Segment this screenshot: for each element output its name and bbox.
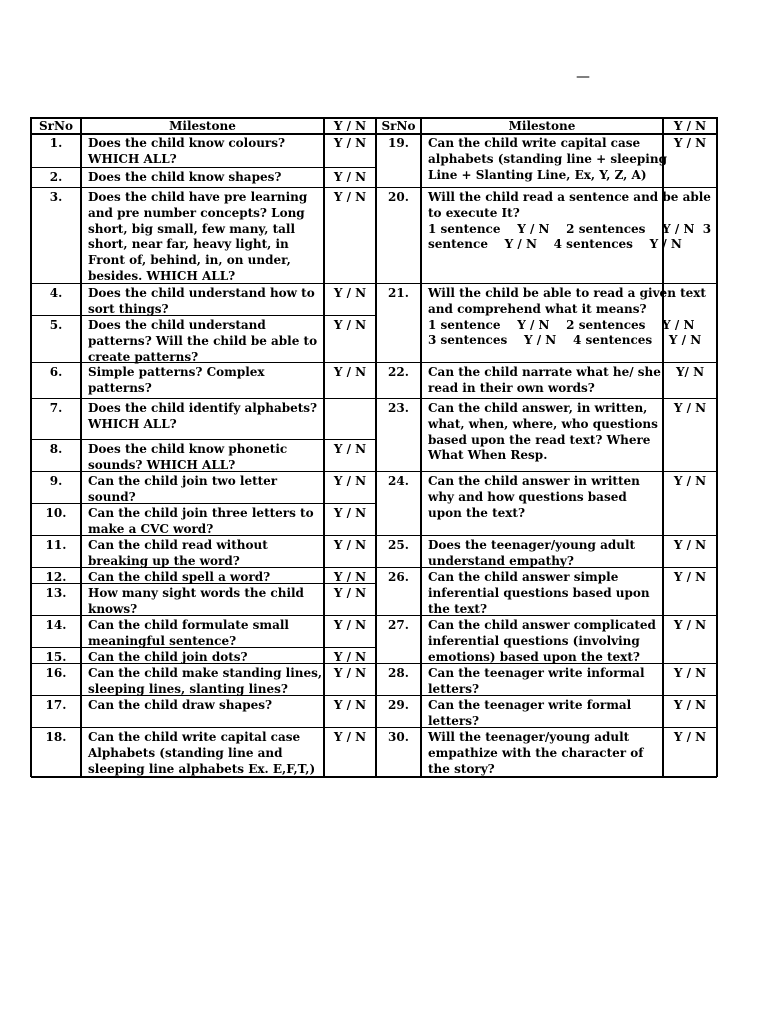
milestone-text: Can the child read without breaking up the word? <box>88 538 268 568</box>
row-number: 6. <box>49 365 63 379</box>
yes-no-option: Y / N <box>673 666 707 680</box>
table-rule <box>376 535 717 536</box>
row-number: 29. <box>388 698 409 712</box>
milestone-text: Can the child spell a word? <box>88 570 271 584</box>
row-number: 27. <box>388 618 409 632</box>
header-milestone-right: Milestone <box>508 119 576 133</box>
milestone-text: Does the child understand how to sort things? <box>88 286 315 316</box>
row-number: 7. <box>49 401 63 415</box>
milestone-text: Can the child join dots? <box>88 650 248 664</box>
table-rule <box>376 398 717 399</box>
row-number: 15. <box>45 650 67 664</box>
row-number: 11. <box>45 538 67 552</box>
milestone-text: Can the child answer simple inferential questions based upon the text? <box>428 570 650 616</box>
milestone-text: Does the child know phonetic sounds? WHICH ALL? <box>88 442 288 472</box>
milestone-text: Can the child answer complicated inferential questions (involving emotions) based upon the text? <box>428 618 656 664</box>
yes-no-option: Y / N <box>333 650 367 664</box>
yes-no-option: Y / N <box>333 365 367 379</box>
yes-no-option: Y / N <box>333 190 367 204</box>
table-rule <box>376 362 717 363</box>
row-number: 5. <box>49 318 63 332</box>
milestone-text: Can the child write capital case Alphabets (standing line and sleeping line alphabets Ex. E,F,T,) <box>88 730 316 776</box>
table-rule <box>31 187 376 188</box>
header-yn-left: Y / N <box>333 119 367 133</box>
yes-no-option: Y / N <box>333 666 367 680</box>
yes-no-option: Y / N <box>673 618 707 632</box>
milestone-text: Can the child answer in written why and how questions based upon the text? <box>428 474 640 520</box>
header-mark: — <box>576 69 590 85</box>
milestone-text: Can the child draw shapes? <box>88 698 273 712</box>
yes-no-option: Y / N <box>673 474 707 488</box>
milestone-text: Does the child understand patterns? Will the child be able to create patterns? <box>88 318 318 364</box>
milestone-text: Can the child answer, in written, what, when, where, who questions based upon the read text? Where What When Resp. <box>428 401 658 463</box>
milestone-text: Does the teenager/young adult understand empathy? <box>428 538 636 568</box>
row-number: 20. <box>388 190 409 204</box>
header-srno-right: SrNo <box>381 119 416 133</box>
row-number: 14. <box>45 618 67 632</box>
yes-no-option: Y / N <box>333 170 367 184</box>
milestone-table <box>31 117 717 777</box>
milestone-text: Does the child have pre learning and pre number concepts? Long short, big small, few many, tall short, near far, heavy light, in Front of, behind, in, on under, besides. WHICH ALL? <box>88 190 308 283</box>
row-number: 18. <box>45 730 67 744</box>
yes-no-option: Y / N <box>333 570 367 584</box>
row-number: 10. <box>45 506 67 520</box>
yes-no-option: Y / N <box>333 442 367 456</box>
row-number: 16. <box>45 666 67 680</box>
milestone-text: Will the child be able to read a given text and comprehend what it means? 1 sentence Y / N 2 sentences Y / N 3 sentences Y / N 4 sentences Y / N <box>428 286 706 348</box>
row-number: 19. <box>388 136 409 150</box>
table-rule <box>31 727 376 728</box>
yes-no-option: Y / N <box>333 618 367 632</box>
milestone-text: Simple patterns? Complex patterns? <box>88 365 265 395</box>
yes-no-option: Y / N <box>673 570 707 584</box>
milestone-text: Can the child join two letter sound? <box>88 474 278 504</box>
milestone-text: Can the child narrate what he/ she read in their own words? <box>428 365 661 395</box>
yes-no-option: Y / N <box>333 698 367 712</box>
row-number: 23. <box>388 401 409 415</box>
milestone-text: Can the teenager write informal letters? <box>428 666 645 696</box>
yes-no-option: Y / N <box>333 506 367 520</box>
yes-no-option: Y / N <box>333 586 367 600</box>
table-rule <box>376 471 717 472</box>
table-rule <box>376 187 717 188</box>
row-number: 1. <box>49 136 63 150</box>
yes-no-option: Y / N <box>673 136 707 150</box>
milestone-text: Will the teenager/young adult empathize with the character of the story? <box>428 730 644 776</box>
yes-no-option: Y / N <box>673 698 707 712</box>
milestone-text: Can the teenager write formal letters? <box>428 698 632 728</box>
milestone-text: Will the child read a sentence and be able to execute It? 1 sentence Y / N 2 sentences Y / N 3 sentence Y / N 4 sentences Y / N <box>428 190 712 252</box>
yes-no-option: Y / N <box>333 286 367 300</box>
milestone-text: Can the child join three letters to make a CVC word? <box>88 506 314 536</box>
header-yn-right: Y / N <box>673 119 707 133</box>
yes-no-option: Y / N <box>333 318 367 332</box>
yes-no-option: Y / N <box>673 401 707 415</box>
row-number: 24. <box>388 474 409 488</box>
milestone-text: Can the child make standing lines, sleeping lines, slanting lines? <box>88 666 323 696</box>
row-number: 13. <box>45 586 67 600</box>
row-number: 8. <box>49 442 63 456</box>
milestone-text: Does the child know shapes? <box>88 170 282 184</box>
header-srno-left: SrNo <box>39 119 73 133</box>
milestone-text: How many sight words the child knows? <box>88 586 304 616</box>
yes-no-option: Y/ N <box>675 365 705 379</box>
row-number: 3. <box>49 190 63 204</box>
table-rule <box>376 283 717 284</box>
table-rule <box>31 439 376 440</box>
row-number: 21. <box>388 286 409 300</box>
row-number: 17. <box>45 698 67 712</box>
yes-no-option: Y / N <box>673 538 707 552</box>
milestone-text: Does the child know colours? WHICH ALL? <box>88 136 286 166</box>
yes-no-option: Y / N <box>333 538 367 552</box>
row-number: 22. <box>388 365 409 379</box>
row-number: 9. <box>49 474 63 488</box>
row-number: 25. <box>388 538 409 552</box>
row-number: 28. <box>388 666 409 680</box>
row-number: 12. <box>45 570 67 584</box>
milestone-text: Does the child identify alphabets? WHICH ALL? <box>88 401 318 431</box>
row-number: 30. <box>388 730 409 744</box>
row-number: 2. <box>49 170 63 184</box>
header-milestone-left: Milestone <box>169 119 236 133</box>
yes-no-option: Y / N <box>333 136 367 150</box>
yes-no-option: Y / N <box>673 730 707 744</box>
yes-no-option: Y / N <box>333 474 367 488</box>
milestone-text: Can the child write capital case alphabets (standing line + sleeping Line + Slanting Line, Ex, Y, Z, A) <box>428 136 667 182</box>
milestone-text: Can the child formulate small meaningful sentence? <box>88 618 289 648</box>
table-rule <box>31 398 376 399</box>
yes-no-option: Y / N <box>333 730 367 744</box>
row-number: 26. <box>388 570 409 584</box>
row-number: 4. <box>49 286 63 300</box>
